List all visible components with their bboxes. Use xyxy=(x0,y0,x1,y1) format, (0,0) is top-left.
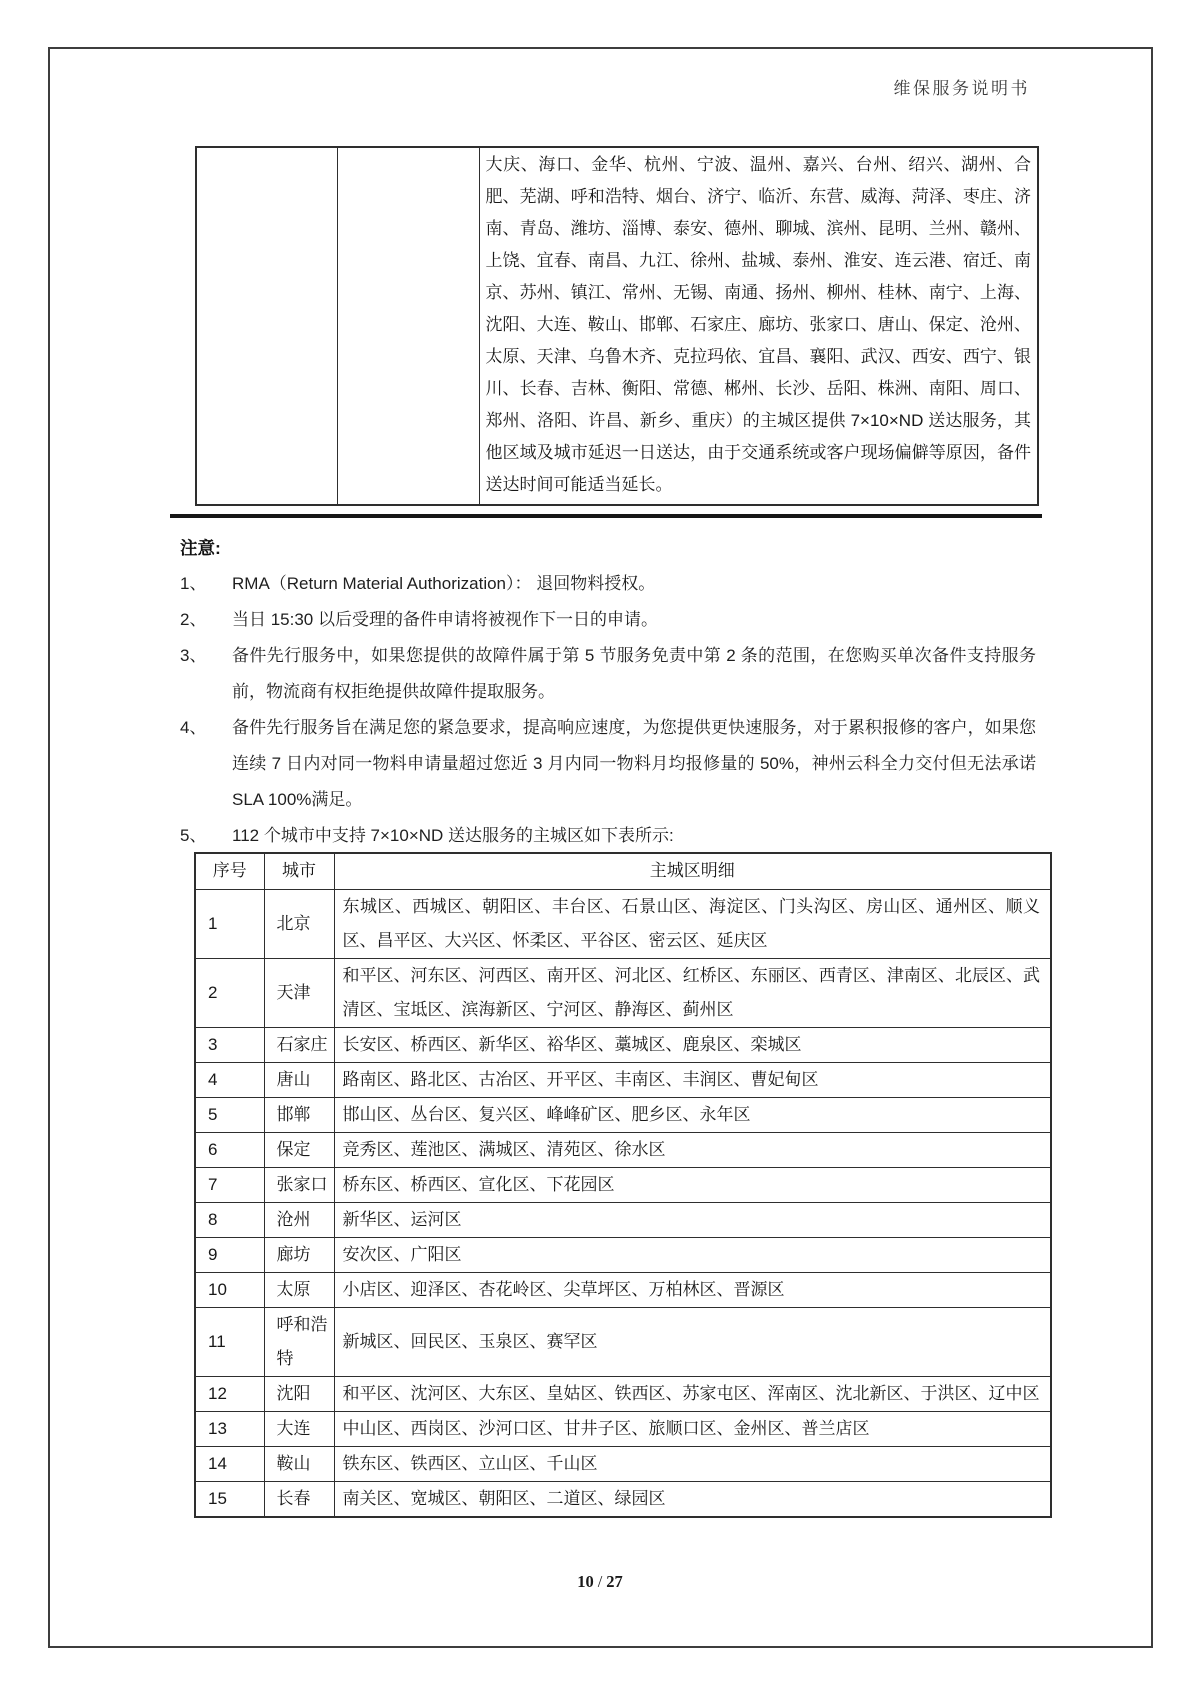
districts-cell: 和平区、河东区、河西区、南开区、河北区、红桥区、东丽区、西青区、津南区、北辰区、武清区、宝坻区、滨海新区、宁河区、静海区、蓟州区 xyxy=(334,958,1051,1027)
header-city: 城市 xyxy=(264,853,334,889)
note-number: 3、 xyxy=(180,646,207,665)
index-cell: 8 xyxy=(195,1202,264,1237)
index-cell: 7 xyxy=(195,1167,264,1202)
empty-cell-2 xyxy=(337,147,479,505)
index-cell: 13 xyxy=(195,1411,264,1446)
districts-cell: 和平区、沈河区、大东区、皇姑区、铁西区、苏家屯区、浑南区、沈北新区、于洪区、辽中区 xyxy=(334,1376,1051,1411)
header-districts: 主城区明细 xyxy=(334,853,1051,889)
page-number-current: 10 xyxy=(577,1572,594,1591)
table-row xyxy=(196,147,1038,505)
index-cell: 10 xyxy=(195,1272,264,1307)
notes-section xyxy=(180,530,1036,854)
note-text: RMA（Return Material Authorization）： 退回物料授权。 xyxy=(232,574,656,593)
districts-cell: 长安区、桥西区、新华区、裕华区、藁城区、鹿泉区、栾城区 xyxy=(334,1027,1051,1062)
city-cell: 鞍山 xyxy=(264,1446,334,1481)
city-table-row xyxy=(195,889,1051,958)
index-cell: 12 xyxy=(195,1376,264,1411)
index-cell: 4 xyxy=(195,1062,264,1097)
city-cell: 北京 xyxy=(264,889,334,958)
city-cell: 保定 xyxy=(264,1132,334,1167)
note-item-4 xyxy=(180,710,1036,818)
city-table-row xyxy=(195,1446,1051,1481)
city-table-row xyxy=(195,1027,1051,1062)
note-number: 2、 xyxy=(180,610,207,629)
city-table-header-row xyxy=(195,853,1051,889)
city-table-row xyxy=(195,1411,1051,1446)
index-cell: 11 xyxy=(195,1307,264,1376)
city-cell: 长春 xyxy=(264,1481,334,1517)
page-number-total: 27 xyxy=(606,1572,623,1591)
districts-cell: 竞秀区、莲池区、满城区、清苑区、徐水区 xyxy=(334,1132,1051,1167)
city-table-row xyxy=(195,1202,1051,1237)
page-number-separator: / xyxy=(597,1572,603,1591)
index-cell: 14 xyxy=(195,1446,264,1481)
city-cell: 邯郸 xyxy=(264,1097,334,1132)
index-cell: 5 xyxy=(195,1097,264,1132)
districts-cell: 桥东区、桥西区、宣化区、下花园区 xyxy=(334,1167,1051,1202)
districts-cell: 邯山区、丛台区、复兴区、峰峰矿区、肥乡区、永年区 xyxy=(334,1097,1051,1132)
delivery-service-table xyxy=(195,146,1039,506)
index-cell: 6 xyxy=(195,1132,264,1167)
districts-cell: 新城区、回民区、玉泉区、赛罕区 xyxy=(334,1307,1051,1376)
note-number: 5、 xyxy=(180,826,207,845)
districts-cell: 路南区、路北区、古冶区、开平区、丰南区、丰润区、曹妃甸区 xyxy=(334,1062,1051,1097)
districts-cell: 小店区、迎泽区、杏花岭区、尖草坪区、万柏林区、晋源区 xyxy=(334,1272,1051,1307)
index-cell: 3 xyxy=(195,1027,264,1062)
note-number: 1、 xyxy=(180,574,207,593)
districts-cell: 新华区、运河区 xyxy=(334,1202,1051,1237)
city-cell: 张家口 xyxy=(264,1167,334,1202)
note-text: 112 个城市中支持 7×10×ND 送达服务的主城区如下表所示: xyxy=(232,826,674,845)
page-footer xyxy=(0,1572,1200,1592)
districts-cell: 南关区、宽城区、朝阳区、二道区、绿园区 xyxy=(334,1481,1051,1517)
index-cell: 2 xyxy=(195,958,264,1027)
city-cell: 天津 xyxy=(264,958,334,1027)
city-table-row xyxy=(195,958,1051,1027)
city-table-row xyxy=(195,1376,1051,1411)
city-cell: 太原 xyxy=(264,1272,334,1307)
note-item-3 xyxy=(180,638,1036,710)
note-item-5 xyxy=(180,818,1036,854)
note-text: 备件先行服务旨在满足您的紧急要求，提高响应速度，为您提供更快速服务，对于累积报修的客户，如果您连续 7 日内对同一物料申请量超过您近 3 月内同一物料月均报修量的 50%，神州云科全力交付但无法承诺 SLA 100%满足。 xyxy=(232,718,1036,809)
city-cell: 石家庄 xyxy=(264,1027,334,1062)
empty-cell-1 xyxy=(196,147,337,505)
section-divider xyxy=(170,514,1042,518)
districts-cell: 中山区、西岗区、沙河口区、甘井子区、旅顺口区、金州区、普兰店区 xyxy=(334,1411,1051,1446)
city-table-body xyxy=(195,889,1051,1517)
city-cell: 唐山 xyxy=(264,1062,334,1097)
city-table-row xyxy=(195,1132,1051,1167)
city-cell: 沧州 xyxy=(264,1202,334,1237)
delivery-cities-cell: 大庆、海口、金华、杭州、宁波、温州、嘉兴、台州、绍兴、湖州、合肥、芜湖、呼和浩特、烟台、济宁、临沂、东营、威海、菏泽、枣庄、济南、青岛、潍坊、淄博、泰安、德州、聊城、滨州、昆明、兰州、赣州、上饶、宜春、南昌、九江、徐州、盐城、泰州、淮安、连云港、宿迁、南京、苏州、镇江、常州、无锡、南通、扬州、柳州、桂林、南宁、上海、沈阳、大连、鞍山、邯郸、石家庄、廊坊、张家口、唐山、保定、沧州、太原、天津、乌鲁木齐、克拉玛依、宜昌、襄阳、武汉、西安、西宁、银川、长春、吉林、衡阳、常德、郴州、长沙、岳阳、株洲、南阳、周口、郑州、洛阳、许昌、新乡、重庆）的主城区提供 7×10×ND 送达服务，其他区域及城市延迟一日送达，由于交通系统或客户现场偏僻等原因，备件送达时间可能适当延长。 xyxy=(479,147,1038,505)
city-table-row xyxy=(195,1307,1051,1376)
note-number: 4、 xyxy=(180,718,207,737)
index-cell: 9 xyxy=(195,1237,264,1272)
notes-list xyxy=(180,566,1036,854)
city-districts-table xyxy=(194,852,1052,1518)
note-item-1 xyxy=(180,566,1036,602)
city-cell: 呼和浩特 xyxy=(264,1307,334,1376)
note-item-2 xyxy=(180,602,1036,638)
city-cell: 廊坊 xyxy=(264,1237,334,1272)
city-table-row xyxy=(195,1062,1051,1097)
page-header-title: 维保服务说明书 xyxy=(893,79,1030,98)
city-table-row xyxy=(195,1167,1051,1202)
city-table-row xyxy=(195,1237,1051,1272)
city-cell: 大连 xyxy=(264,1411,334,1446)
city-table-row xyxy=(195,1272,1051,1307)
header-index: 序号 xyxy=(195,853,264,889)
districts-cell: 安次区、广阳区 xyxy=(334,1237,1051,1272)
districts-cell: 东城区、西城区、朝阳区、丰台区、石景山区、海淀区、门头沟区、房山区、通州区、顺义区、昌平区、大兴区、怀柔区、平谷区、密云区、延庆区 xyxy=(334,889,1051,958)
note-text: 当日 15:30 以后受理的备件申请将被视作下一日的申请。 xyxy=(232,610,658,629)
index-cell: 1 xyxy=(195,889,264,958)
city-cell: 沈阳 xyxy=(264,1376,334,1411)
notes-heading: 注意: xyxy=(180,538,221,558)
city-table-row xyxy=(195,1481,1051,1517)
index-cell: 15 xyxy=(195,1481,264,1517)
city-table-row xyxy=(195,1097,1051,1132)
note-text: 备件先行服务中，如果您提供的故障件属于第 5 节服务免责中第 2 条的范围，在您购买单次备件支持服务前，物流商有权拒绝提供故障件提取服务。 xyxy=(232,646,1036,701)
districts-cell: 铁东区、铁西区、立山区、千山区 xyxy=(334,1446,1051,1481)
